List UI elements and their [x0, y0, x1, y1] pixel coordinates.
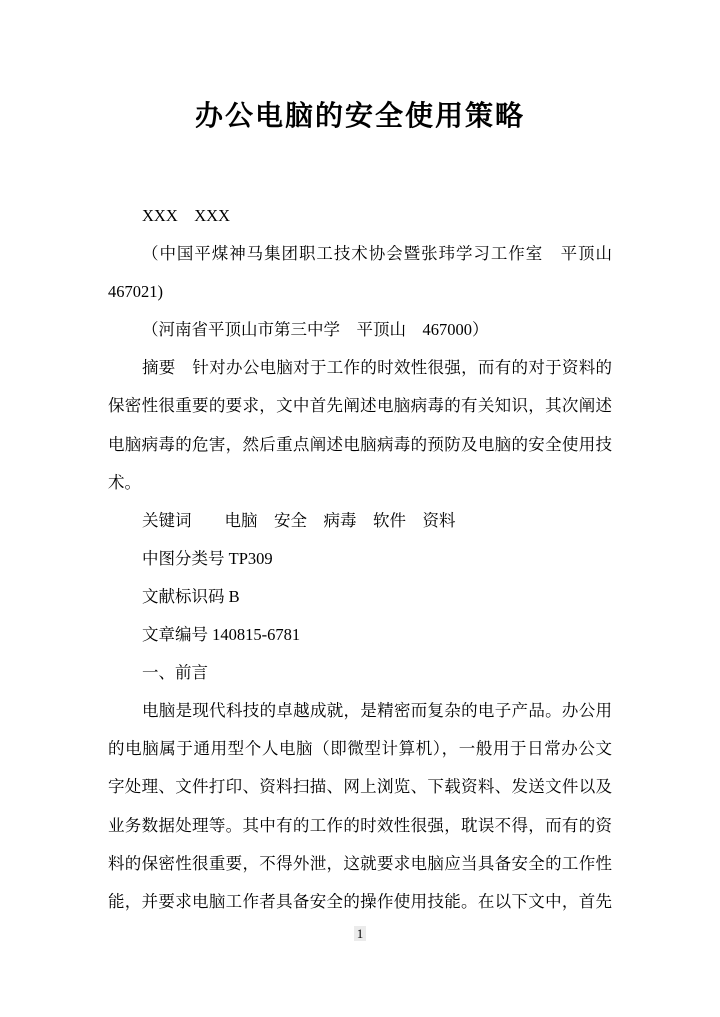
abstract-line-2: 保密性很重要的要求，文中首先阐述电脑病毒的有关知识，其次阐述: [108, 396, 612, 416]
document-title: 办公电脑的安全使用策略: [194, 100, 525, 132]
body-line-3: 字处理、文件打印、资料扫描、网上浏览、下载资料、发送文件以及: [108, 777, 612, 797]
body-line-2: 的电脑属于通用型个人电脑（即微型计算机），一般用于日常办公文: [108, 739, 612, 759]
clc-number-line: 中图分类号 TP309: [142, 548, 273, 568]
author-line: XXX XXX: [142, 206, 230, 225]
page-footer: [0, 924, 720, 944]
section-heading: 一、前言: [142, 663, 208, 683]
affiliation-line-1: （中国平煤神马集团职工技术协会暨张玮学习工作室 平顶山: [142, 244, 612, 264]
keywords-line: 关键词 电脑 安全 病毒 软件 资料: [142, 510, 456, 530]
body-line-4: 业务数据处理等。其中有的工作的时效性很强，耽误不得，而有的资: [108, 815, 612, 835]
body-line-1: 电脑是现代科技的卓越成就，是精密而复杂的电子产品。办公用: [142, 701, 612, 721]
abstract-line-4: 术。: [108, 472, 141, 492]
page-number: 1: [354, 926, 367, 941]
abstract-line-3: 电脑病毒的危害，然后重点阐述电脑病毒的预防及电脑的安全使用技: [108, 434, 612, 454]
body-line-6: 能，并要求电脑工作者具备安全的操作使用技能。在以下文中，首先: [108, 891, 612, 911]
abstract-line-1: 摘要 针对办公电脑对于工作的时效性很强，而有的对于资料的: [142, 358, 612, 378]
document-code-line: 文献标识码 B: [142, 586, 240, 606]
body-line-5: 料的保密性很重要，不得外泄，这就要求电脑应当具备安全的工作性: [108, 853, 612, 873]
document-body: [108, 197, 612, 921]
article-id-line: 文章编号 140815-6781: [142, 625, 301, 645]
affiliation-line-2: 467021): [108, 282, 163, 302]
affiliation-line-3: （河南省平顶山市第三中学 平顶山 467000）: [142, 320, 489, 340]
